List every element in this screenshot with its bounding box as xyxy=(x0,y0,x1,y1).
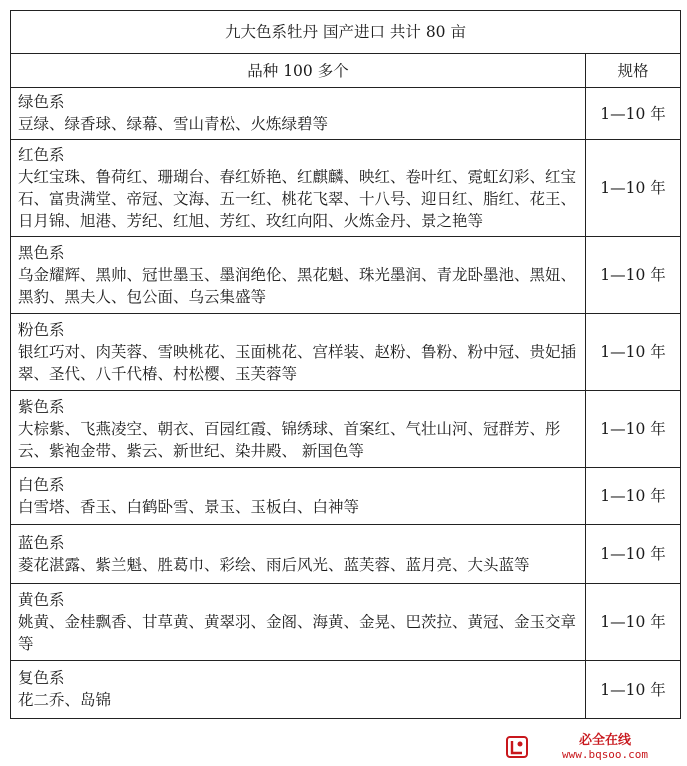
category-cell xyxy=(11,88,586,140)
category-cell xyxy=(11,237,586,314)
category-varieties: 银红巧对、肉芙蓉、雪映桃花、玉面桃花、宫样装、赵粉、鲁粉、粉中冠、贵妃插翠、圣代、八千代椿、村松樱、玉芙蓉等 xyxy=(18,342,577,383)
spec-cell: 1—10 年 xyxy=(586,468,681,525)
table-title: 九大色系牡丹 国产进口 共计 80 亩 xyxy=(11,11,681,54)
category-cell xyxy=(11,140,586,237)
table-row xyxy=(11,584,681,661)
category-varieties: 白雪塔、香玉、白鹤卧雪、景玉、玉板白、白神等 xyxy=(18,497,360,516)
category-cell xyxy=(11,314,586,391)
spec-cell: 1—10 年 xyxy=(586,237,681,314)
watermark-site-name: 必全在线 xyxy=(578,733,631,748)
category-name: 复色系 xyxy=(18,669,65,687)
table-row xyxy=(11,88,681,140)
category-name: 黄色系 xyxy=(18,590,65,609)
category-cell xyxy=(11,391,586,468)
table-row xyxy=(11,314,681,391)
table-row xyxy=(11,525,681,584)
category-cell xyxy=(11,584,586,661)
spec-cell: 1—10 年 xyxy=(586,391,681,468)
category-varieties: 姚黄、金桂飘香、甘草黄、黄翠羽、金阁、海黄、金晃、巴茨拉、黄冠、金玉交章等 xyxy=(18,612,577,653)
table-row xyxy=(11,468,681,525)
table-row xyxy=(11,661,681,719)
site-logo-icon xyxy=(505,735,529,759)
category-varieties: 大红宝珠、鲁荷红、珊瑚台、春红娇艳、红麒麟、映红、卷叶红、霓虹幻彩、红宝石、富贵满堂、帝冠、文海、五一红、桃花飞翠、十八号、迎日红、脂红、花王、日月锦、旭港、芳纪、红旭、芳红、玫红向阳、火炼金丹、景之艳等 xyxy=(18,167,577,230)
site-watermark xyxy=(505,733,675,765)
category-varieties: 乌金耀辉、黑帅、冠世墨玉、墨润绝伦、黑花魁、珠光墨润、青龙卧墨池、黑妞、黑豹、黑夫人、包公面、乌云集盛等 xyxy=(18,265,577,306)
watermark-url: www.bqsoo.com xyxy=(561,748,649,761)
varieties-header: 品种 100 多个 xyxy=(11,54,586,88)
category-name: 蓝色系 xyxy=(18,533,65,552)
spec-header: 规格 xyxy=(586,54,681,88)
spec-cell: 1—10 年 xyxy=(586,661,681,719)
header-row xyxy=(11,54,681,88)
category-varieties: 花二乔、岛锦 xyxy=(18,691,112,709)
spec-cell: 1—10 年 xyxy=(586,584,681,661)
category-name: 绿色系 xyxy=(18,93,65,111)
category-cell xyxy=(11,468,586,525)
category-varieties: 豆绿、绿香球、绿幕、雪山青松、火炼绿碧等 xyxy=(18,115,329,133)
table-row xyxy=(11,140,681,237)
category-varieties: 菱花湛露、紫兰魁、胜葛巾、彩绘、雨后风光、蓝芙蓉、蓝月亮、大头蓝等 xyxy=(18,555,530,574)
spec-cell: 1—10 年 xyxy=(586,314,681,391)
spec-cell: 1—10 年 xyxy=(586,88,681,140)
category-cell xyxy=(11,525,586,584)
category-name: 粉色系 xyxy=(18,320,65,339)
category-name: 紫色系 xyxy=(18,397,65,416)
category-name: 红色系 xyxy=(18,145,65,164)
spec-cell: 1—10 年 xyxy=(586,525,681,584)
table-row xyxy=(11,237,681,314)
title-row xyxy=(11,11,681,54)
table-row xyxy=(11,391,681,468)
category-varieties: 大棕紫、飞燕凌空、朝衣、百园红霞、锦绣球、首案红、气壮山河、冠群芳、彤云、紫袍金带、紫云、新世纪、染井殿、 新国色等 xyxy=(18,419,561,460)
spec-cell: 1—10 年 xyxy=(586,140,681,237)
category-cell xyxy=(11,661,586,719)
peony-varieties-table xyxy=(10,10,681,719)
category-name: 白色系 xyxy=(18,475,65,494)
category-name: 黑色系 xyxy=(18,243,65,262)
